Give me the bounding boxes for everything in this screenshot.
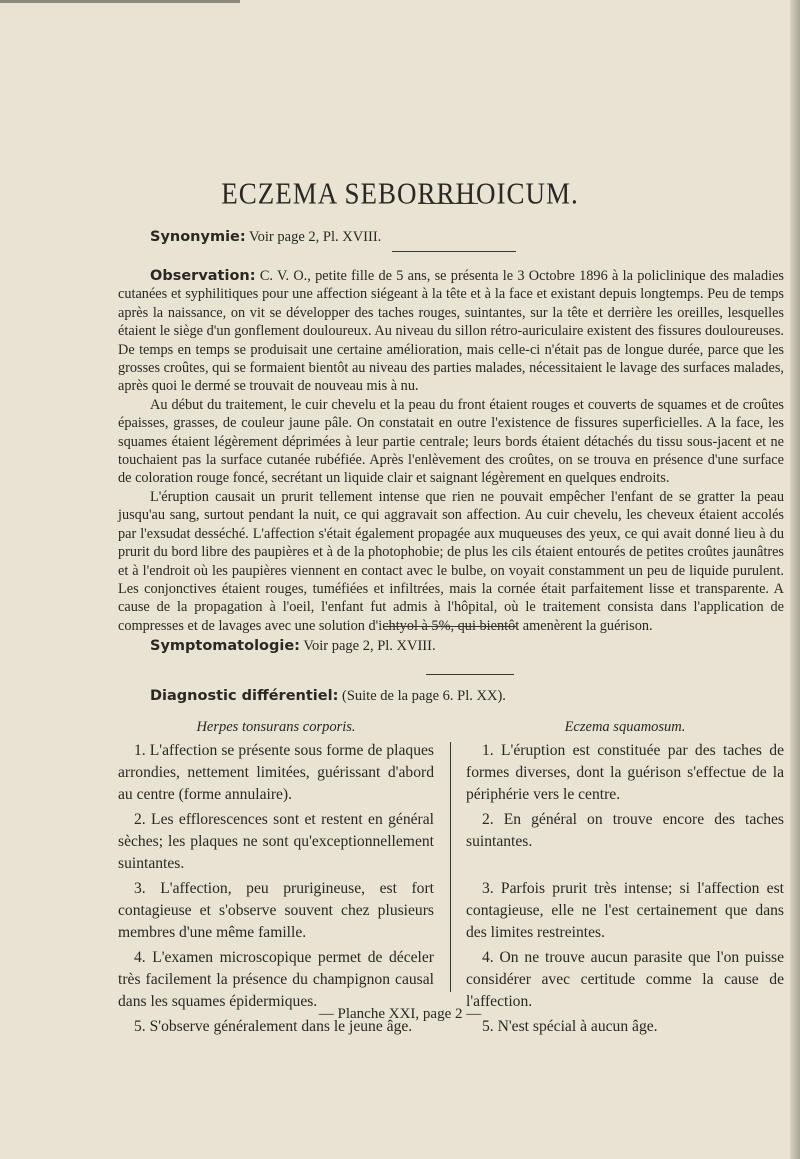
- right-item-5: 5. N'est spécial à aucun âge.: [482, 1018, 658, 1035]
- observation-paragraph-1: [118, 267, 784, 396]
- observation-rule: [384, 626, 516, 627]
- synonymie-rule: [392, 251, 516, 252]
- title-rule: [418, 203, 478, 204]
- symptomatologie-rule: [426, 674, 514, 675]
- symptomatologie-line: [150, 638, 436, 655]
- page-footer: — Planche XXI, page 2 —: [318, 1006, 482, 1022]
- observation-text-1: C. V. O., petite fille de 5 ans, se présenta le 3 Octobre 1896 à la policlinique des maladies cutanées et syphilitiques pour une affection siégeant à la tête et à la face et existant depuis longtemps. Peu de temps après la naissance, on vit se développer des taches rouges, suintantes, sur la tête et derrière les oreilles, lesquelles étaient le siège d'un gonflement douloureux. Au niveau du sillon rétro-auriculaire existent des fissures douloureuses. De temps en temps se produisait une certaine amélioration, mais celle-ci n'était pas de longue durée, parce que les grosses croûtes, qui se formaient bientôt au niveau des parties malades, nécessitaient le lavage des surfaces malades, après quoi le dermé se trouvait de nouveau mis à nu.: [118, 268, 784, 395]
- observation-paragraph-3: L'éruption causait un prurit tellement intense que rien ne pouvait empêcher l'enfant de se gratter la peau jusqu'au sang, surtout pendant la nuit, ce qui aggravait son affection. Au cuir chevelu, les cheveux étaient accolés par l'exsudat desséché. L'affection s'était également propagée aux muqueuses des yeux, ce qui avait donné lieu à du prurit du bord libre des paupières et à de la photophobie; de plus les cils étaient entourés de petites croûtes jaunâtres et à l'endroit où les paupières viennent en contact avec le bulbe, on voyait constamment un peu de liquide purulent. Les conjonctives étaient rouges, tuméfiées et infiltrées, mais la cornée était parfaitement lisse et transparente. A cause de la propagation à l'oeil, l'enfant fut admis à l'hôpital, où le traitement consista dans l'application de compresses et de lavages avec une solution d'ichtyol à 5%, qui bientôt amenèrent la guérison.: [118, 488, 784, 634]
- observation-block: [118, 267, 784, 635]
- scan-edge-top: [0, 0, 240, 3]
- left-item-2: 2. Les efflorescences sont et restent en général sèches; les plaques ne sont qu'exceptionnellement suintantes.: [118, 811, 434, 872]
- symptomatologie-label: Symptomatologie:: [150, 638, 300, 654]
- right-item-2: 2. En général on trouve encore des taches suintantes.: [466, 811, 784, 850]
- left-column-heading: Herpes tonsurans corporis.: [196, 719, 356, 735]
- synonymie-text: Voir page 2, Pl. XVIII.: [249, 229, 382, 245]
- right-column: [466, 716, 784, 1041]
- right-item-4: 4. On ne trouve aucun parasite que l'on puisse considérer avec certitude comme la cause de l'affection.: [466, 949, 784, 1010]
- diagnostic-line: [150, 688, 506, 705]
- diagnostic-text: (Suite de la page 6. Pl. XX).: [342, 688, 506, 704]
- diagnostic-label: Diagnostic différentiel:: [150, 688, 339, 704]
- left-item-3: 3. L'affection, peu prurigineuse, est fort contagieuse et s'observe souvent chez plusieurs membres d'une même famille.: [118, 880, 434, 941]
- symptomatologie-text: Voir page 2, Pl. XVIII.: [303, 638, 436, 654]
- column-divider: [450, 742, 451, 992]
- left-item-4: 4. L'examen microscopique permet de déceler très facilement la présence du champignon causal dans les squames épidermiques.: [118, 949, 434, 1010]
- left-item-5: 5. S'observe généralement dans le jeune âge.: [134, 1018, 413, 1035]
- observation-label: Observation:: [150, 268, 256, 284]
- left-column: [118, 716, 434, 1041]
- right-column-heading: Eczema squamosum.: [564, 719, 686, 735]
- synonymie-label: Synonymie:: [150, 229, 246, 245]
- right-item-3: 3. Parfois prurit très intense; si l'affection est contagieuse, elle ne l'est certainement que dans des limites restreintes.: [466, 880, 784, 941]
- right-item-1: 1. L'éruption est constituée par des taches de formes diverses, dont la guérison s'effectue de la périphérie vers le centre.: [466, 742, 784, 803]
- page-title: ECZEMA SEBORRHOICUM.: [221, 175, 579, 211]
- scan-edge-right: [790, 0, 800, 1159]
- synonymie-line: [150, 229, 381, 246]
- left-item-1: 1. L'affection se présente sous forme de plaques arrondies, nettement limitées, guérissant d'abord au centre (forme annulaire).: [118, 742, 434, 803]
- observation-paragraph-2: Au début du traitement, le cuir chevelu et la peau du front étaient rouges et couverts de squames et de croûtes épaisses, grasses, de couleur jaune pâle. On constatait en outre l'existence de fissures superficielles. A la face, les squames étaient légèrement déprimées à leur partie centrale; leurs bords étaient détachés du tissu sous-jacent et ne touchaient pas la surface cutanée rubéfiée. Après l'enlèvement des croûtes, on se trouva en présence d'une surface de coloration rouge foncé, secrétant un liquide clair et saignant légèrement en quelques endroits.: [118, 396, 784, 487]
